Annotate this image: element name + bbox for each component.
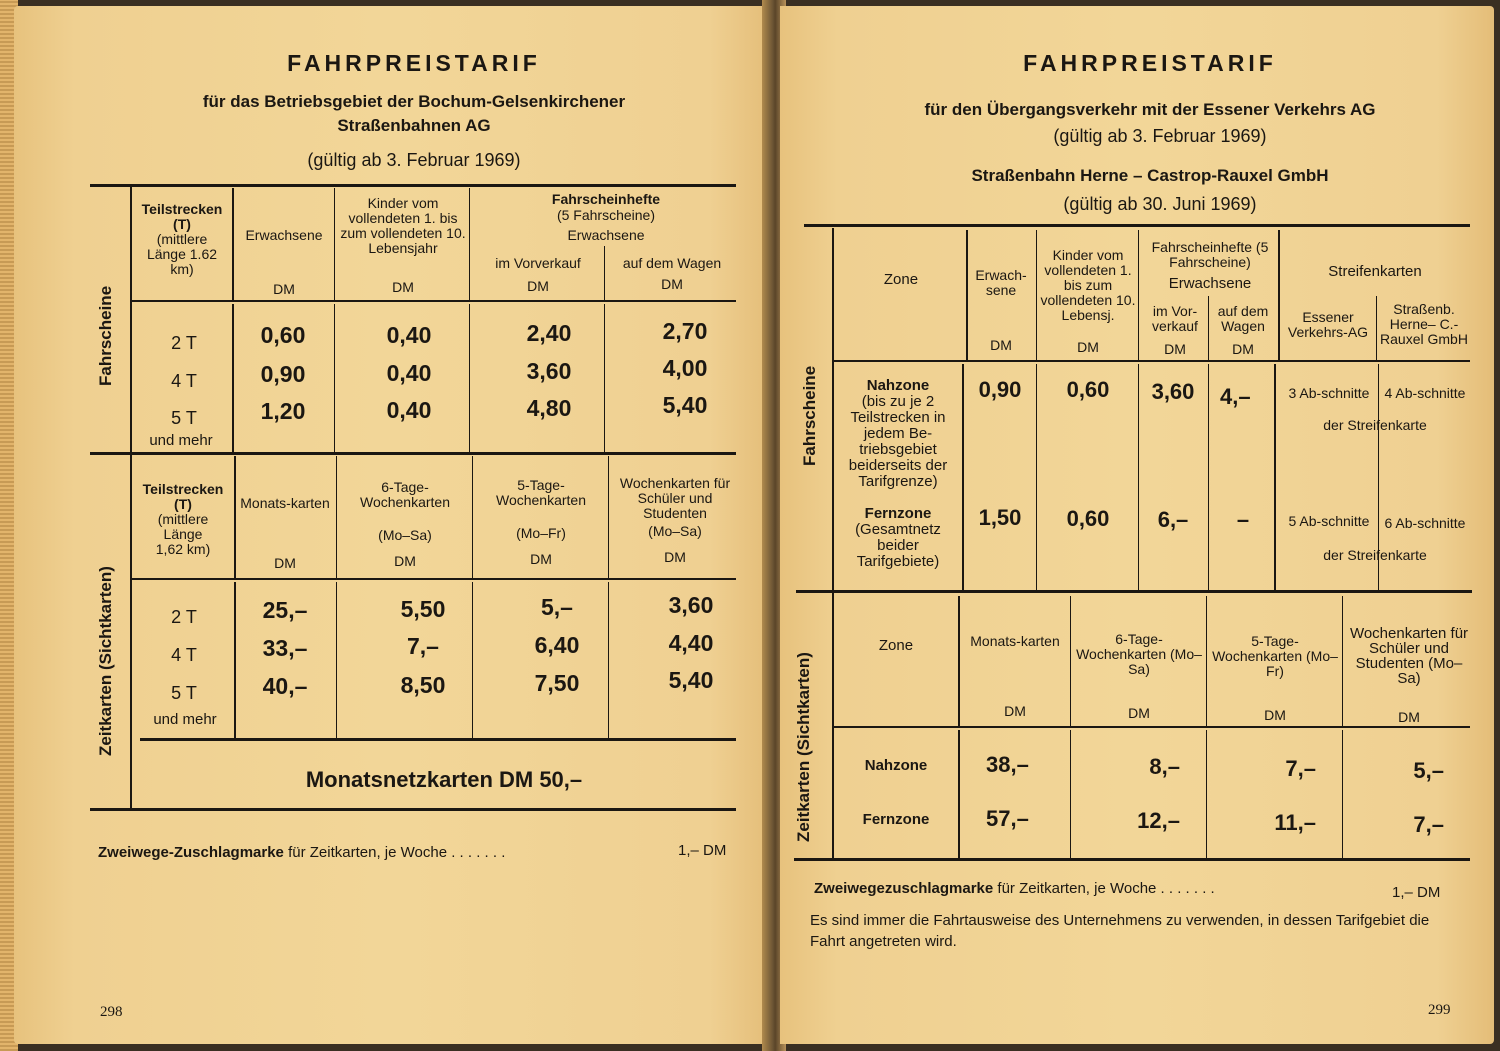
left-validity: (gültig ab 3. Februar 1969): [307, 150, 521, 170]
price: 3,60: [526, 358, 572, 384]
row-label: 2 T: [171, 333, 197, 353]
right-body-divider: [962, 364, 964, 590]
streifen: 4 Ab-schnitte: [1384, 385, 1466, 401]
left-z-h-divider: [608, 456, 609, 578]
right-z-h-divider: [958, 596, 960, 726]
price: 2,40: [526, 320, 572, 346]
right-label-column-rule: [832, 228, 834, 858]
right-company: Straßenbahn Herne – Castrop-Rauxel GmbH: [971, 166, 1329, 185]
right-validity2: (gültig ab 30. Juni 1969): [1063, 194, 1257, 214]
left-title: FAHRPREISTARIF: [287, 50, 541, 76]
left-z-h-6tage-days: (Mo–Sa): [378, 527, 432, 543]
price: 33,–: [262, 635, 308, 661]
left-subtitle: für das Betriebsgebiet der Bochum-Gelsenkirchener Straßenbahnen AG: [202, 92, 626, 135]
left-z-header-rule: [132, 578, 736, 580]
right-page-number: 299: [1428, 1002, 1451, 1018]
left-h-kinder: Kinder vom vollendeten 1. bis zum vollendeten 10. Lebensjahr: [340, 195, 466, 256]
right-h-kinder: Kinder vom vollendeten 1. bis zum vollendeten 10. Lebensj.: [1040, 247, 1136, 323]
zone-title: Nahzone: [866, 377, 930, 394]
right-h-divider: [1376, 296, 1377, 360]
left-section-rule: [90, 452, 736, 455]
right-validity1: (gültig ab 3. Februar 1969): [1053, 126, 1267, 146]
right-z-h-zone: Zone: [878, 637, 914, 654]
price: 3,60: [1151, 379, 1195, 404]
zone-desc: (bis zu je 2 Teilstrecken in jedem Be-triebsgebiet beiderseits der Tarifgrenze): [848, 393, 948, 490]
row-label-extra: und mehr: [153, 711, 217, 728]
left-h-divider: [604, 246, 605, 300]
right-z-body-divider: [1070, 730, 1071, 858]
price: 0,40: [386, 360, 432, 386]
price: 40,–: [262, 673, 308, 699]
left-z-h-teilstrecken: Teilstrecken (T) (mittlere Länge 1,62 km): [142, 481, 224, 557]
right-unit: DM: [1398, 709, 1420, 725]
right-page: [780, 6, 1494, 1044]
price: 5,–: [1413, 758, 1444, 783]
right-z-body-divider: [1342, 730, 1343, 858]
right-h-streifen: Streifenkarten: [1328, 263, 1422, 280]
price: 3,60: [668, 592, 714, 618]
left-z-body-divider: [336, 582, 337, 738]
left-unit: DM: [530, 551, 552, 567]
left-fahrscheine-label: Fahrscheine: [96, 285, 115, 386]
right-table-top-rule: [804, 224, 1470, 227]
right-h-wagen: auf dem Wagen: [1217, 303, 1269, 334]
row-label: 4 T: [171, 371, 197, 391]
left-page: [14, 6, 770, 1044]
streifen: 6 Ab-schnitte: [1384, 515, 1466, 531]
row-label: 2 T: [171, 607, 197, 627]
row-label: 5 T: [171, 408, 197, 428]
left-unit: DM: [273, 281, 295, 297]
left-body-divider: [232, 304, 234, 452]
left-z-h-divider: [234, 456, 236, 578]
price: 5,50: [400, 596, 446, 622]
left-unit: DM: [274, 555, 296, 571]
streifen: 5 Ab-schnitte: [1288, 513, 1370, 529]
left-netzkarten: Monatsnetzkarten DM 50,–: [305, 767, 583, 792]
left-h-vorverkauf: im Vorverkauf: [495, 255, 581, 271]
left-z-h-monat: Monats-karten: [240, 495, 330, 511]
price: –: [1236, 507, 1250, 532]
price: 4,00: [662, 355, 708, 381]
right-h-zone: Zone: [883, 271, 919, 288]
left-body-divider: [469, 304, 470, 452]
row-label-extra: und mehr: [149, 432, 213, 449]
price: 0,40: [386, 397, 432, 423]
price: 0,60: [1066, 377, 1110, 402]
zone-title: Fernzone: [862, 811, 930, 828]
price: 0,90: [978, 377, 1022, 402]
price: 0,60: [1066, 506, 1110, 531]
right-unit: DM: [1077, 339, 1099, 355]
right-body-divider: [1036, 364, 1037, 590]
price: 0,60: [260, 322, 306, 348]
left-footnote-price: 1,– DM: [678, 842, 727, 859]
right-footnote-price: 1,– DM: [1392, 884, 1441, 901]
right-unit: DM: [1004, 703, 1026, 719]
left-unit: DM: [527, 278, 549, 294]
right-subtitle: für den Übergangsverkehr mit der Essener Verkehrs AG: [924, 100, 1376, 119]
price: 1,20: [260, 398, 306, 424]
price: 11,–: [1274, 810, 1316, 835]
right-h-divider: [1278, 230, 1280, 360]
row-label: 5 T: [171, 683, 197, 703]
right-fahrscheine-label: Fahrscheine: [800, 365, 819, 466]
price: 4,–: [1220, 384, 1251, 409]
left-zeitkarten-label: Zeitkarten (Sichtkarten): [96, 566, 115, 756]
left-header-rule: [132, 300, 736, 302]
left-z-h-schueler-days: (Mo–Sa): [648, 523, 702, 539]
price: 4,40: [668, 630, 714, 656]
right-section-rule: [796, 590, 1472, 593]
right-h-erw: Erwach-sene: [975, 267, 1027, 298]
price: 38,–: [986, 752, 1029, 777]
left-unit: DM: [394, 553, 416, 569]
right-z-h-6tage: 6-Tage-Wochenkarten (Mo–Sa): [1076, 631, 1202, 677]
right-h-hefte-erw: Erwachsene: [1168, 275, 1252, 292]
right-z-h-divider: [1206, 596, 1207, 726]
left-h-erwachsene: Erwachsene: [245, 227, 323, 243]
streifen-note: der Streifenkarte: [1323, 417, 1427, 433]
right-table-bottom-rule: [794, 858, 1470, 861]
right-z-body-divider: [958, 730, 960, 858]
left-h-hefte-erw: Erwachsene: [567, 227, 645, 243]
right-title: FAHRPREISTARIF: [1023, 50, 1277, 76]
right-z-h-divider: [1342, 596, 1343, 726]
zone-title: Nahzone: [864, 757, 928, 774]
right-h-hefte: Fahrscheinhefte (5 Fahrscheine): [1151, 239, 1269, 270]
left-body-divider: [334, 304, 335, 452]
right-z-h-schueler: Wochenkarten für Schüler und Studenten (Mo–Sa): [1349, 625, 1469, 687]
right-z-h-5tage: 5-Tage-Wochenkarten (Mo–Fr): [1212, 633, 1338, 679]
right-body-divider: [1208, 364, 1209, 590]
price: 12,–: [1137, 808, 1180, 833]
left-body-divider: [604, 304, 605, 452]
price: 5,40: [668, 667, 714, 693]
left-z-h-divider: [472, 456, 473, 578]
price: 8,50: [400, 672, 446, 698]
left-footnote: Zweiwege-Zuschlagmarke für Zeitkarten, je Woche . . . . . . .: [98, 844, 506, 861]
right-h-vorverkauf: im Vor-verkauf: [1152, 303, 1198, 334]
price: 57,–: [986, 806, 1029, 831]
right-note: Es sind immer die Fahrtausweise des Unternehmens zu verwenden, in dessen Tarifgebiet die Fahrt angetreten wird.: [810, 912, 1430, 950]
left-page-number: 298: [100, 1004, 123, 1020]
price: 2,70: [662, 318, 708, 344]
row-label: 4 T: [171, 645, 197, 665]
price: 7,–: [1413, 812, 1444, 837]
right-z-header-rule: [834, 726, 1470, 728]
price: 25,–: [262, 597, 308, 623]
price: 0,40: [386, 322, 432, 348]
right-z-body-divider: [1206, 730, 1207, 858]
right-h-divider: [1138, 230, 1139, 360]
right-body-divider: [1274, 364, 1276, 590]
left-h-divider: [469, 188, 470, 300]
right-unit: DM: [1128, 705, 1150, 721]
right-body-divider: [1138, 364, 1139, 590]
price: 6,–: [1157, 507, 1189, 532]
left-z-body-divider: [234, 582, 236, 738]
right-z-h-divider: [1070, 596, 1071, 726]
left-z-h-divider: [336, 456, 337, 578]
right-h-essener: Essener Verkehrs-AG: [1287, 309, 1369, 340]
left-z-body-divider: [608, 582, 609, 738]
right-h-divider: [1208, 296, 1209, 360]
right-h-divider: [1036, 230, 1037, 360]
left-table-bottom-rule: [90, 808, 736, 811]
left-h-teilstrecken: Teilstrecken (T) (mittlere Länge 1.62 km): [141, 201, 223, 277]
left-z-body-divider: [472, 582, 473, 738]
price: 4,80: [526, 395, 572, 421]
left-unit: DM: [661, 276, 683, 292]
right-unit: DM: [1232, 341, 1254, 357]
left-z-h-5tage: 5-Tage-Wochenkarten: [495, 477, 586, 508]
left-table-top-rule: [90, 184, 736, 187]
right-header-rule: [834, 360, 1470, 362]
streifen: 3 Ab-schnitte: [1288, 385, 1370, 401]
right-unit: DM: [1164, 341, 1186, 357]
price: 5,40: [662, 392, 708, 418]
price: 7,50: [534, 670, 580, 696]
zone-desc: (Gesamtnetz beider Tarifgebiete): [855, 521, 941, 570]
left-h-hefte: Fahrscheinhefte: [551, 191, 661, 207]
right-footnote: Zweiwegezuschlagmarke für Zeitkarten, je Woche . . . . . . .: [814, 880, 1215, 897]
left-unit: DM: [664, 549, 686, 565]
price: 5,–: [541, 594, 573, 620]
left-h-wagen: auf dem Wagen: [622, 255, 722, 271]
left-unit: DM: [392, 279, 414, 295]
left-z-h-schueler: Wochenkarten für Schüler und Studenten: [619, 475, 731, 521]
left-z-h-6tage: 6-Tage-Wochenkarten: [359, 479, 450, 510]
price: 6,40: [534, 632, 580, 658]
right-zeitkarten-label: Zeitkarten (Sichtkarten): [794, 652, 813, 842]
price: 1,50: [978, 505, 1022, 530]
streifen-note: der Streifenkarte: [1323, 547, 1427, 563]
left-z-h-5tage-days: (Mo–Fr): [516, 525, 566, 541]
price: 8,–: [1149, 754, 1180, 779]
right-z-h-monat: Monats-karten: [970, 633, 1060, 649]
right-unit: DM: [990, 337, 1012, 353]
price: 7,–: [1285, 756, 1316, 781]
price: 0,90: [260, 361, 306, 387]
left-h-divider: [334, 188, 335, 300]
right-h-herne: Straßenb. Herne– C.-Rauxel GmbH: [1380, 301, 1468, 347]
price: 7,–: [407, 633, 439, 659]
left-netz-rule: [140, 738, 736, 741]
right-unit: DM: [1264, 707, 1286, 723]
left-h-hefte-sub: (5 Fahrscheine): [556, 207, 656, 223]
zone-title: Fernzone: [864, 505, 932, 522]
